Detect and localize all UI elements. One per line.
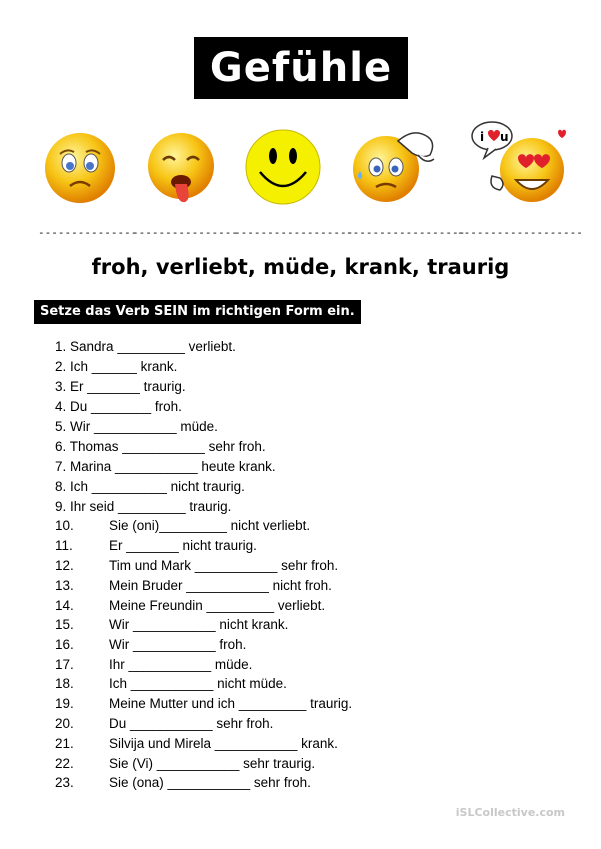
sick-face-icon: [352, 125, 440, 207]
page-title: Gefühle: [209, 45, 393, 91]
svg-text:u: u: [500, 130, 509, 144]
list-item: 5. Wir ___________ müde.: [55, 419, 218, 434]
list-item: 10. Sie (oni)_________ nicht verliebt.: [55, 518, 311, 533]
list-item: 21. Silvija und Mirela ___________ krank.: [55, 736, 338, 751]
list-item: 2. Ich ______ krank.: [55, 359, 178, 374]
list-item: 9. Ihr seid _________ traurig.: [55, 499, 232, 514]
happy-face-icon: [244, 128, 322, 206]
list-item: 23. Sie (ona) ___________ sehr froh.: [55, 775, 311, 790]
list-item: 8. Ich __________ nicht traurig.: [55, 479, 245, 494]
list-item: 11. Er _______ nicht traurig.: [55, 538, 257, 553]
list-item: 22. Sie (Vi) ___________ sehr traurig.: [55, 756, 316, 771]
list-item: 1. Sandra _________ verliebt.: [55, 339, 236, 354]
in-love-face-icon: [468, 118, 568, 208]
answer-blank-1: ---------------: [38, 226, 138, 239]
list-item: 6. Thomas ___________ sehr froh.: [55, 439, 266, 454]
answer-blank-4: ------------------: [346, 226, 466, 239]
list-item: 20. Du ___________ sehr froh.: [55, 716, 274, 731]
answer-blank-2: ----------------: [132, 226, 238, 239]
list-item: 12. Tim und Mark ___________ sehr froh.: [55, 558, 339, 573]
tired-face-icon: [145, 130, 217, 210]
list-item: 17. Ihr ___________ müde.: [55, 657, 253, 672]
list-item: 4. Du ________ froh.: [55, 399, 182, 414]
watermark-footer: iSLCollective.com: [455, 806, 565, 819]
answer-blank-5: -------------------: [457, 226, 583, 239]
list-item: 7. Marina ___________ heute krank.: [55, 459, 276, 474]
word-bank: froh, verliebt, müde, krank, traurig: [91, 255, 510, 279]
sad-face-icon: [42, 130, 118, 206]
instruction-banner: Setze das Verb SEIN im richtigen Form ein.: [34, 300, 361, 324]
svg-text:i: i: [480, 130, 485, 144]
list-item: 16. Wir ___________ froh.: [55, 637, 247, 652]
answer-blank-3: ------------------: [234, 226, 354, 239]
list-item: 14. Meine Freundin _________ verliebt.: [55, 598, 326, 613]
list-item: 18. Ich ___________ nicht müde.: [55, 676, 287, 691]
list-item: 3. Er _______ traurig.: [55, 379, 186, 394]
list-item: 13. Mein Bruder ___________ nicht froh.: [55, 578, 332, 593]
list-item: 19. Meine Mutter und ich _________ traurig.: [55, 696, 353, 711]
list-item: 15. Wir ___________ nicht krank.: [55, 617, 289, 632]
title-banner: [194, 37, 408, 99]
